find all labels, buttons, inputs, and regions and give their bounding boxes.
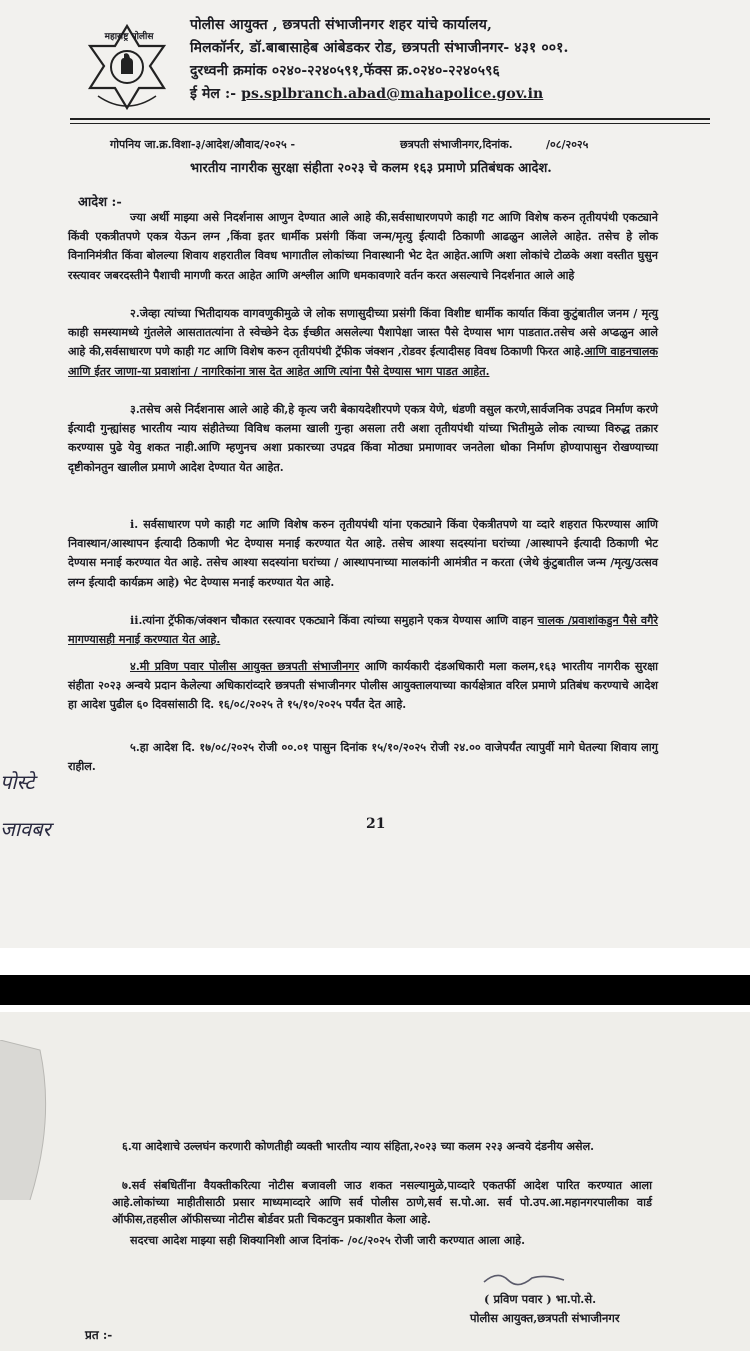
office-email [190, 83, 543, 105]
page-separator [0, 975, 750, 1005]
signatory-designation: पोलीस आयुक्त,छत्रपती संभाजीनगर [470, 1311, 620, 1325]
office-phone-fax: दुरध्वनी क्रमांक ०२४०-२२४०५९१,फॅक्स क्र.०२४०-२२४०५९६ [190, 63, 500, 79]
paragraph-4-text: आणि कार्यकारी दंडअधिकारी मला कलम,१६३ भारतीय नागरीक सुरक्षा संहीता २०२३ अन्वये प्रदान केलेल्या अधिकारांव्दारे छत्रपती संभाजीनगर पोलीस आयुक्तालयाच्या कार्यक्षेत्रात वरिल प्रमाणे प्रतिबंध करण्याचे आदेश हा आदेश पुढील ६० दिवसांसाठी दि. १६/०८/२०२५ ते १५/१०/२०२५ पर्यंत देत आहे. [68, 659, 658, 712]
clause-ii [68, 611, 658, 649]
paragraph-8: सदरचा आदेश माझ्या सही शिक्यानिशी आज दिनांक- /०८/२०२५ रोजी जारी करण्यात आला आहे. [130, 1233, 525, 1247]
paragraph-2-underlined: आणि वाहनचालक आणि ईतर जाणा-या प्रवाशांना / नागरिकांना त्रास देत आहेत आणि त्यांना पैसे देण्यास भाग पाडत आहेत. [68, 344, 658, 378]
paragraph-4 [68, 657, 658, 715]
copy-to-label: प्रत :- [85, 1328, 113, 1342]
email-address-link[interactable]: ps.splbranch.abad@mahapolice.gov.in [241, 86, 544, 102]
paragraph-5: ५.हा आदेश दि. १७/०८/२०२५ रोजी ००.०१ पासुन दिनांक १५/१०/२०२५ रोजी २४.०० वाजेपर्यंत त्यापुर्वी मागे घेतल्या शिवाय लागु राहील. [68, 740, 658, 774]
paragraph-2-text: २.जेव्हा त्यांच्या भितीदायक वागवणुकीमुळे जे लोक सणासुदीच्या प्रसंगी किंवा विशीष्ट धार्मीक कार्यात किंवा कुटुंबातील जनम / मृत्यु काही समस्यामध्ये गुंतलेले आसतातत्यांना ते स्वेच्छेने देऊ ईच्छीत असलेल्या पैशापेक्षा जास्त पैसे देण्यास भाग पाडतात.तसेच असे अप्ढळुन आले आहे की,सर्वसाधारण पणे काही गट आणि विशेष करुन तृतीयपंथी ट्रॅफीक जंक्शन ,रोडवर ईत्यादीसह विवध ठिकाणी फिरत आहे. [68, 306, 658, 359]
emblem-text: महाराष्ट्र पोलीस [104, 32, 154, 42]
paragraph-3: ३.तसेच असे निर्दशनास आले आहे की,हे कृत्य जरी बेकायदेशीरपणे एकत्र येणे, धंडणी वसुल करणे,सार्वजनिक उपद्रव निर्माण करणे ईत्यादी गुन्ह्यांसह भारतीय न्याय संहीतेच्या विविध कलमा खाली गुन्हा असला तरी अशा तृतीयपंथी यांच्या भितीमुळे लोक त्याच्या विरुद्ध तक्रार करण्यास पुढे येवु शकत नाही.आणि म्हणुनच अशा प्रकारच्या उपद्रव किंवा मोठ्या प्रमाणावर जनतेला धोका निर्माण होण्यापासुन रोखण्याच्या दृष्टीकोनतुन खालील प्रमाणे आदेश देण्यात येत आहेत. [68, 402, 658, 474]
order-title: भारतीय नागरीक सुरक्षा संहीता २०२३ चे कलम १६३ प्रमाणे प्रतिबंधक आदेश. [190, 161, 552, 176]
order-heading: आदेश :- [78, 195, 122, 210]
paragraph-2 [68, 304, 658, 381]
clause-i: i. सर्वसाधारण पणे काही गट आणि विशेष करुन तृतीयपंथी यांना एकट्याने किंवा ऐकत्रीतपणे या व्दारे शहरात फिरण्यास आणि निवास्थान/आस्थापन ईत्यादी ठिकाणी भेट देण्यास मनाई करण्यात येत आहे. तसेच आश्या सदस्यांना घरांच्या /आस्थापने ईत्यादी ठिकाणी भेट देण्यास मनाई करण्यात येत आहे. तसेच आश्या सदस्यांना घरांच्या / आस्थापनाच्या मालकांनी आमंत्रीत न करता (जेथे कुंटुबातील जन्म /मृत्यु/उत्सव लग्न ईत्यादी कार्यक्रम आहे) भेट देण्यास मनाई करण्यात येत आहे. [68, 517, 658, 589]
header-rule-thin [70, 123, 710, 124]
paragraph-7: ७.सर्व संबधितींना वैयक्तीकरित्या नोटीस बजावली जाउ शकत नसल्यामुळे,पाव्दारे एकतर्फी आदेश पारित करण्यात आला आहे.लोकांच्या माहीतीसाठी प्रसार माध्यमाव्दारे आणि सर्व पोलीस ठाणे,सर्व स.पो.आ. सर्व पो.उप.आ.महानगरपालीका वार्ड ऑफीस,तहसील ऑफीसच्या नोटीस बोर्डवर प्रती चिकटवुन प्रकाशीत केला आहे. [112, 1178, 652, 1226]
office-name: पोलीस आयुक्त , छत्रपती संभाजीनगर शहर यांचे कार्यालय, [190, 17, 492, 33]
page-number: 21 [366, 816, 386, 832]
order-date: /०८/२०२५ [546, 138, 589, 151]
signatory-name: ( प्रविण पवार ) भा.पो.से. [484, 1292, 597, 1306]
place-date-label: छत्रपती संभाजीनगर,दिनांक. [400, 138, 513, 151]
office-address: मिलकॉर्नर, डॉ.बाबासाहेब आंबेडकर रोड, छत्रपती संभाजीनगर- ४३१ ००१. [190, 40, 569, 56]
handwritten-margin-note-2: जावबर [0, 817, 51, 841]
email-label: ई मेल :- [190, 86, 237, 102]
page-curl-shadow [0, 1040, 60, 1200]
signature-mark [480, 1268, 570, 1290]
reference-number: गोपनिय जा.क्र.विशा-३/आदेश/औवाद/२०२५ - [110, 138, 296, 151]
clause-ii-underlined: चालक /प्रवाशांकडुन पैसे वगैरे मागण्यासही मनाई करण्यात येत आहे. [68, 613, 658, 647]
handwritten-margin-note-1: पोस्टे [0, 770, 35, 794]
clause-ii-text: ii.त्यांना ट्रॅफीक/जंक्शन चौकात रस्त्यावर एकट्याने किंवा त्यांच्या समुहाने एकत्र येण्यास आणि वाहन [130, 613, 538, 627]
paragraph-1: ज्या अर्थी माझ्या असे निदर्शनास आणुन देण्यात आले आहे की,सर्वसाधारणपणे काही गट आणि विशेष करुन तृतीयपंथी एकट्याने किंवी एकत्रीतपणे एकत्र येऊन लग्न ,किंवा इतर धार्मीक प्रसंगी किंवा जन्म/मृत्यु ईत्यादी ठिकाणी आढळुन आलेले आहेत. तसेच हे लोक विनानिमंत्रीत किंवा बोलल्या शिवाय शहरातील विवध भागातील लोकांच्या निवास्थानी भेट देत आहेत.आणि अशा लोकांचे टोळके अशा वस्तीत घुसुन रस्त्यावर जबरदस्तीने पैशाची मागणी करत आहेत आणि अश्लील आणि धमकावणारे वर्तन करत असल्याचे निदर्शनात आले आहे [68, 210, 658, 282]
header-rule [70, 118, 710, 120]
paragraph-6: ६.या आदेशाचे उल्लघंन करणारी कोणतीही व्यक्ती भारतीय न्याय संहिता,२०२३ च्या कलम २२३ अन्वये दंडनीय असेल. [122, 1139, 595, 1153]
paragraph-4-underlined: ४.मी प्रविण पवार पोलीस आयुक्त छत्रपती संभाजीनगर [130, 659, 360, 673]
